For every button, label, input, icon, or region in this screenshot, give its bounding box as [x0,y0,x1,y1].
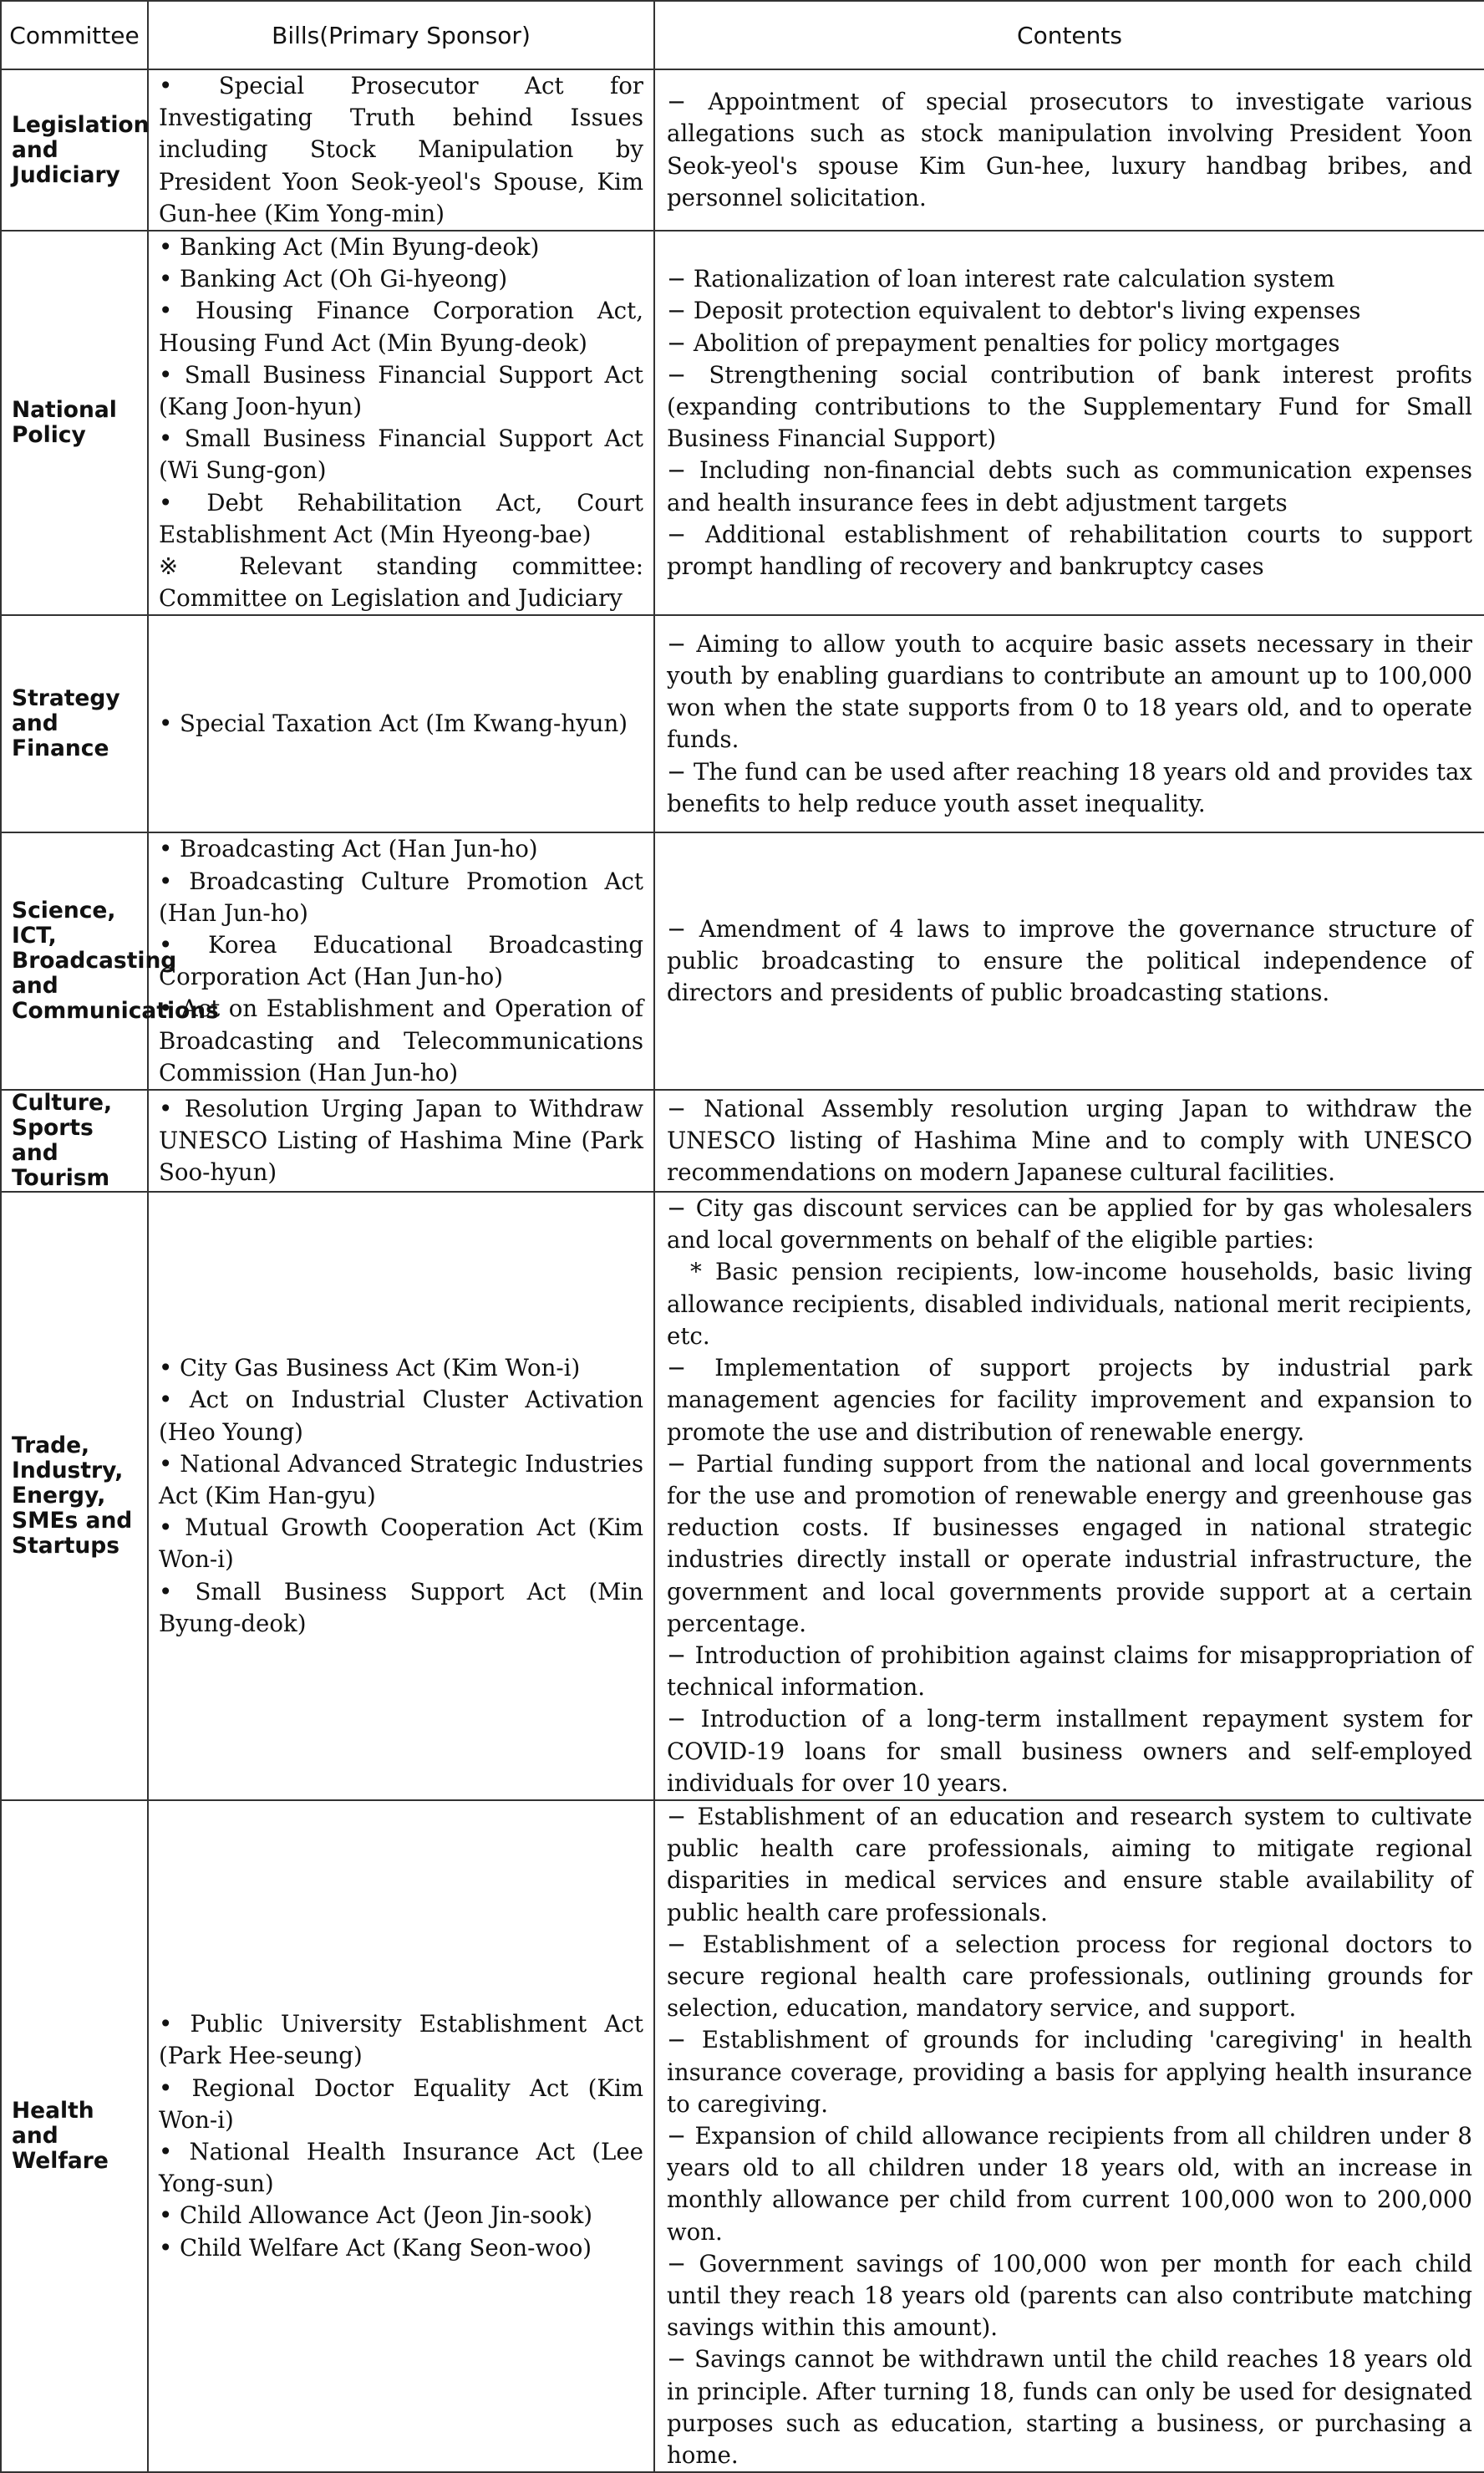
committee-cell: Health and Welfare [1,1800,148,2472]
bill-item: • Resolution Urging Japan to Withdraw UNESCO Listing of Hashima Mine (Park Soo-hyun) [159,1094,643,1187]
content-item: − Government savings of 100,000 won per month for each child until they reach 18 years old (parents can also contribute matching savings within this amount). [667,2249,1472,2342]
bill-item: • Child Allowance Act (Jeon Jin-sook) [159,2201,593,2230]
bill-item: • Broadcasting Culture Promotion Act (Han Jun-ho) [159,867,643,927]
bill-item: • Regional Doctor Equality Act (Kim Won-i) [159,2074,643,2134]
bills-cell [148,1090,654,1192]
committee-cell: National Policy [1,231,148,615]
table-row [1,1090,1484,1192]
content-item: − Savings cannot be withdrawn until the child reaches 18 years old in principle. After turning 18, funds can only be used for designated purposes such as education, starting a business, or purchasing a home. [667,2345,1472,2469]
content-item: − Expansion of child allowance recipients from all children under 8 years old to all children under 18 years old, with an increase in monthly allowance per child from current 100,000 won to 200,000 won. [667,2121,1472,2246]
content-item: − Including non-financial debts such as communication expenses and health insurance fees in debt adjustment targets [667,456,1472,516]
bill-item: • Act on Industrial Cluster Activation (Heo Young) [159,1386,643,1446]
bills-cell [148,1800,654,2472]
committee-cell: Science, ICT, Broadcasting and Communications [1,832,148,1090]
bill-item: • Small Business Financial Support Act (Kang Joon-hyun) [159,360,643,421]
content-item: − Appointment of special prosecutors to investigate various allegations such as stock manipulation involving President Yoon Seok-yeol's spouse Kim Gun-hee, luxury handbag bribes, and personnel solicitation. [667,88,1472,211]
content-item: − Introduction of prohibition against claims for misappropriation of technical information. [667,1641,1472,1702]
bill-item: • Debt Rehabilitation Act, Court Establishment Act (Min Hyeong-bae) [159,488,643,548]
committee-cell: Trade, Industry, Energy, SMEs and Startups [1,1192,148,1800]
table-row [1,615,1484,832]
table-row [1,69,1484,231]
content-item: − City gas discount services can be applied for by gas wholesalers and local governments on behalf of the eligible parties: [667,1194,1472,1254]
contents-cell [654,69,1484,231]
bill-item: • National Advanced Strategic Industries Act (Kim Han-gyu) [159,1449,643,1509]
content-item: − Strengthening social contribution of bank interest profits (expanding contributions to the Supplementary Fund for Small Business Financial Support) [667,360,1472,453]
content-item: − Introduction of a long-term installment repayment system for COVID-19 loans for small business owners and self-employed individuals for over 10 years. [667,1705,1472,1797]
contents-cell [654,832,1484,1090]
bill-item: • Banking Act (Min Byung-deok) [159,233,540,262]
bills-cell [148,231,654,615]
bills-cell [148,1192,654,1800]
content-item: − Establishment of an education and research system to cultivate public health care professionals, aiming to mitigate regional disparities in medical services and ensure stable availability of public health care professionals. [667,1802,1472,1926]
bill-item: • Broadcasting Act (Han Jun-ho) [159,835,538,863]
content-item: − Rationalization of loan interest rate calculation system [667,265,1335,293]
bill-item: • Housing Finance Corporation Act, Housing Fund Act (Min Byung-deok) [159,297,643,357]
committee-cell: Legislation and Judiciary [1,69,148,231]
bill-item: • National Health Insurance Act (Lee Yong-sun) [159,2138,643,2198]
bill-item: • City Gas Business Act (Kim Won-i) [159,1354,581,1382]
contents-cell [654,1090,1484,1192]
bill-item: • Banking Act (Oh Gi-hyeong) [159,265,508,293]
contents-cell [654,615,1484,832]
content-item: − Abolition of prepayment penalties for policy mortgages [667,328,1340,357]
bills-cell [148,615,654,832]
committee-column-header: Committee [1,1,148,69]
content-item: − Establishment of grounds for including 'caregiving' in health insurance coverage, providing a basis for applying health insurance to caregiving. [667,2026,1472,2118]
content-item: − Implementation of support projects by industrial park management agencies for facility improvement and expansion to promote the use and distribution of renewable energy. [667,1354,1472,1446]
bill-item: • Small Business Support Act (Min Byung-deok) [159,1577,643,1637]
table-row [1,832,1484,1090]
committee-cell: Culture, Sports and Tourism [1,1090,148,1192]
content-item: − Aiming to allow youth to acquire basic assets necessary in their youth by enabling guardians to contribute an amount up to 100,000 won when the state supports from 0 to 18 years old, and to operate funds. [667,629,1472,754]
contents-cell [654,1800,1484,2472]
contents-column-header: Contents [654,1,1484,69]
content-item: − Additional establishment of rehabilitation courts to support prompt handling of recovery and bankruptcy cases [667,520,1472,581]
content-item: − Deposit protection equivalent to debtor's living expenses [667,297,1361,325]
table-row [1,231,1484,615]
content-item: − Amendment of 4 laws to improve the governance structure of public broadcasting to ensure the political independence of directors and presidents of public broadcasting stations. [667,914,1472,1007]
bill-item: • Small Business Financial Support Act (Wi Sung-gon) [159,425,643,485]
bill-item: • Mutual Growth Cooperation Act (Kim Won-i) [159,1514,643,1574]
bills-cell [148,832,654,1090]
bill-item: • Special Taxation Act (Im Kwang-hyun) [159,710,628,738]
table-row [1,1800,1484,2472]
content-item: − Partial funding support from the national and local governments for the use and promotion of renewable energy and greenhouse gas reduction costs. If businesses engaged in national strategic industries directly install or operate industrial infrastructure, the government and local governments provide support at a certain percentage. [667,1449,1472,1637]
bill-item: • Public University Establishment Act (Park Hee-seung) [159,2010,643,2070]
contents-cell [654,1192,1484,1800]
header-row [1,1,1484,69]
content-item: − The fund can be used after reaching 18 years old and provides tax benefits to help reduce youth asset inequality. [667,757,1472,817]
bills-cell [148,69,654,231]
content-item: − National Assembly resolution urging Japan to withdraw the UNESCO listing of Hashima Mine and to comply with UNESCO recommendations on modern Japanese cultural facilities. [667,1094,1472,1187]
bill-item: • Child Welfare Act (Kang Seon-woo) [159,2233,592,2262]
bill-item: • Korea Educational Broadcasting Corporation Act (Han Jun-ho) [159,931,643,991]
bill-item: • Act on Establishment and Operation of Broadcasting and Telecommunications Commission (Han Jun-ho) [159,995,643,1086]
committee-cell: Strategy and Finance [1,615,148,832]
content-item: − Establishment of a selection process for regional doctors to secure regional health care professionals, outlining grounds for selection, education, mandatory service, and support. [667,1930,1472,2023]
bills-column-header: Bills(Primary Sponsor) [148,1,654,69]
bill-item: • Special Prosecutor Act for Investigating Truth behind Issues including Stock Manipulation by President Yoon Seok-yeol's Spouse, Kim Gun-hee (Kim Yong-min) [159,72,643,227]
content-subitem: * Basic pension recipients, low-income households, basic living allowance recipients, disabled individuals, national merit recipients, etc. [667,1258,1472,1350]
table-row [1,1192,1484,1800]
committee-note: ※ Relevant standing committee: Committee on Legislation and Judiciary [159,552,643,613]
contents-cell [654,231,1484,615]
